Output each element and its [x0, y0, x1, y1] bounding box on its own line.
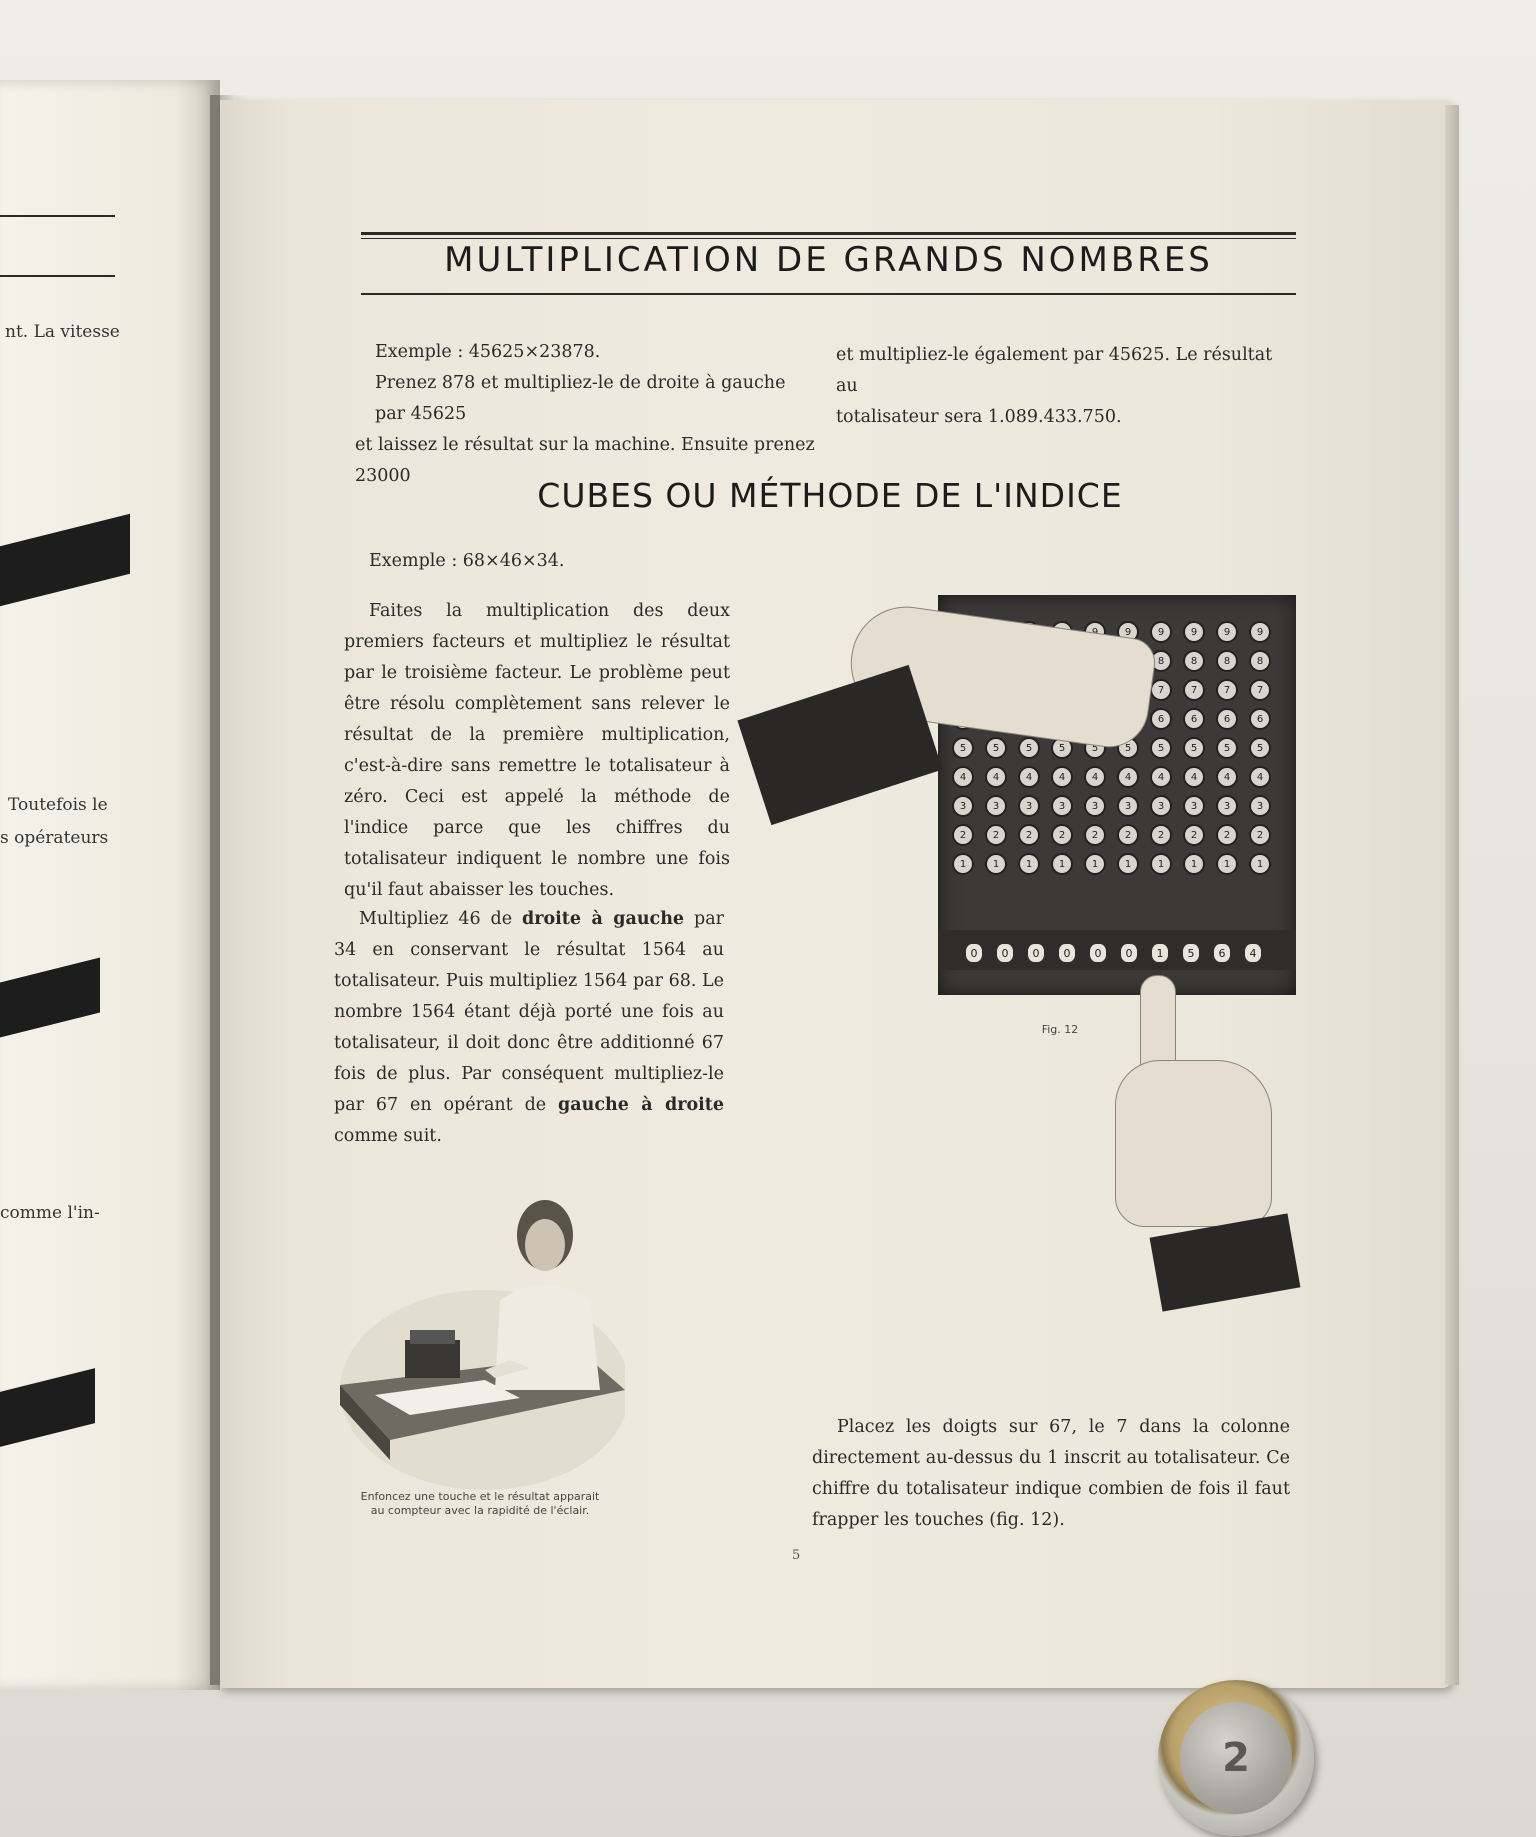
calc-key: 2	[985, 824, 1007, 846]
page-title: MULTIPLICATION DE GRANDS NOMBRES	[444, 240, 1213, 280]
paragraph-placez: Placez les doigts sur 67, le 7 dans la colonne directement au-dessus du 1 inscrit au totalisateur. Ce chiffre du totalisateur indique combien de fois il faut frapper les touches (fig. 12).	[812, 1417, 1290, 1530]
calc-key: 1	[1018, 853, 1040, 875]
section1-column1	[355, 337, 815, 492]
calc-key: 6	[1183, 708, 1205, 730]
para2-d: gauche à droite	[558, 1095, 724, 1115]
title-rule-bottom	[361, 293, 1296, 295]
photo-caption-line1: Enfoncez une touche et le résultat apparait	[360, 1490, 600, 1503]
calc-key: 9	[1216, 621, 1238, 643]
calc-key: 3	[1084, 795, 1106, 817]
calc-key: 9	[1117, 621, 1139, 643]
totalizer-bar	[938, 930, 1296, 970]
calc-key: 4	[1150, 766, 1172, 788]
left-rule-top	[0, 215, 115, 217]
totalizer-digit: 6	[1214, 944, 1230, 962]
section1-line2: Prenez 878 et multipliez-le de droite à gauche par 45625	[375, 373, 786, 424]
calc-key: 5	[1018, 737, 1040, 759]
calc-key: 6	[1249, 708, 1271, 730]
calc-key: 4	[985, 766, 1007, 788]
calc-key: 1	[1249, 853, 1271, 875]
calc-key: 3	[1216, 795, 1238, 817]
figure-caption: Fig. 12	[1041, 1023, 1079, 1036]
photo-caption	[330, 1490, 630, 1518]
calc-key: 3	[1150, 795, 1172, 817]
calc-key: 3	[1051, 795, 1073, 817]
calc-key: 6	[1216, 708, 1238, 730]
section1-line3: et laissez le résultat sur la machine. Ensuite prenez 23000	[355, 435, 815, 486]
woman-at-calculator-photo	[335, 1190, 625, 1490]
calc-key: 1	[1084, 853, 1106, 875]
calc-key: 7	[1216, 679, 1238, 701]
calc-key: 3	[1249, 795, 1271, 817]
totalizer-digit: 0	[997, 944, 1013, 962]
calc-key: 2	[1216, 824, 1238, 846]
calc-key: 3	[985, 795, 1007, 817]
calc-key: 1	[1150, 853, 1172, 875]
calc-key: 2	[1117, 824, 1139, 846]
left-fragment-1: nt. La vitesse	[5, 322, 120, 342]
left-fragment-3: s opérateurs	[0, 828, 109, 848]
totalizer-digit: 0	[1121, 944, 1137, 962]
para2-e: comme suit.	[334, 1126, 442, 1146]
calc-key: 1	[1117, 853, 1139, 875]
calc-key: 2	[1084, 824, 1106, 846]
calc-key: 7	[1183, 679, 1205, 701]
totalizer-digit: 0	[1059, 944, 1075, 962]
totalizer-digit: 5	[1183, 944, 1199, 962]
calc-key: 5	[1183, 737, 1205, 759]
calc-key: 5	[1249, 737, 1271, 759]
calc-key: 6	[1150, 708, 1172, 730]
totalizer-digit: 4	[1245, 944, 1261, 962]
calc-key: 2	[1249, 824, 1271, 846]
calc-key: 2	[952, 824, 974, 846]
left-page	[0, 80, 220, 1690]
left-hand-cuff-1	[0, 514, 130, 606]
calc-key: 1	[1216, 853, 1238, 875]
calc-key: 5	[985, 737, 1007, 759]
page-number: 5	[792, 1548, 801, 1563]
calc-key: 8	[1183, 650, 1205, 672]
two-euro-coin	[1158, 1680, 1314, 1836]
calc-key: 3	[1183, 795, 1205, 817]
paragraph-indice: Faites la multiplication des deux premiers facteurs et multipliez le résultat par le troisième facteur. Le problème peut être résolu complètement sans relever le résultat de la première multiplication, c'est-à-dire sans remettre le totalisateur à zéro. Ceci est appelé la méthode de l'indice parce que les chiffres du totalisateur indiquent le nombre une fois qu'il faut abaisser les touches.	[344, 601, 730, 900]
totalizer-digit: 0	[966, 944, 982, 962]
section1-column2	[836, 340, 1296, 433]
calc-key: 5	[1216, 737, 1238, 759]
left-rule-bottom	[0, 275, 115, 277]
left-hand-cuff-2	[0, 958, 100, 1038]
left-fragment-4: comme l'in-	[0, 1203, 100, 1223]
calc-key: 5	[1051, 737, 1073, 759]
totalizer-digit: 0	[1090, 944, 1106, 962]
calc-key: 1	[1183, 853, 1205, 875]
para2-b: droite à gauche	[522, 909, 685, 929]
calc-key: 3	[952, 795, 974, 817]
section-subtitle: CUBES OU MÉTHODE DE L'INDICE	[537, 476, 1123, 515]
calc-key: 4	[952, 766, 974, 788]
calc-key: 9	[1150, 621, 1172, 643]
calc-key: 1	[952, 853, 974, 875]
calc-key: 5	[1084, 737, 1106, 759]
calc-key: 9	[1183, 621, 1205, 643]
paragraph-multiply	[334, 904, 724, 1152]
calc-key: 4	[1216, 766, 1238, 788]
calc-key: 3	[1018, 795, 1040, 817]
calc-key: 7	[1249, 679, 1271, 701]
calc-key: 4	[1117, 766, 1139, 788]
totalizer-digit: 1	[1152, 944, 1168, 962]
calc-key: 4	[1018, 766, 1040, 788]
title-rule-top-thin	[361, 238, 1296, 239]
para2-c: par 34 en conservant le résultat 1564 au totalisateur. Puis multipliez 1564 par 68. Le nombre 1564 étant déjà porté une fois au totalisateur, il doit donc être additionné 67 fois de plus. Par conséquent multipliez-le par 67 en opérant de	[334, 909, 724, 1115]
example1: Exemple : 45625×23878.	[375, 342, 601, 362]
calc-key: 7	[1150, 679, 1172, 701]
calc-key: 2	[1051, 824, 1073, 846]
calc-key: 9	[1249, 621, 1271, 643]
section1-col2-line2: totalisateur sera 1.089.433.750.	[836, 407, 1122, 427]
calc-key: 8	[1150, 650, 1172, 672]
photo-caption-line2: au compteur avec la rapidité de l'éclair.	[370, 1504, 590, 1517]
coin-face: 2	[1180, 1702, 1292, 1814]
calc-key: 4	[1051, 766, 1073, 788]
lower-hand	[1115, 1060, 1272, 1227]
calc-key: 4	[1249, 766, 1271, 788]
calc-key: 8	[1249, 650, 1271, 672]
calc-key: 2	[1018, 824, 1040, 846]
calc-key: 1	[1051, 853, 1073, 875]
calc-key: 2	[1183, 824, 1205, 846]
calc-key: 5	[1150, 737, 1172, 759]
calc-key: 4	[1183, 766, 1205, 788]
page-edge	[1445, 105, 1459, 1685]
calc-key: 5	[1117, 737, 1139, 759]
para2-a: Multipliez 46 de	[359, 909, 522, 929]
title-rule-top	[361, 232, 1296, 235]
calc-key: 4	[1084, 766, 1106, 788]
section1-col2-line1: et multipliez-le également par 45625. Le résultat au	[836, 345, 1273, 396]
calc-key: 2	[1150, 824, 1172, 846]
calc-key: 5	[952, 737, 974, 759]
totalizer-digit: 0	[1028, 944, 1044, 962]
calc-key: 8	[1216, 650, 1238, 672]
calc-key: 1	[985, 853, 1007, 875]
example2: Exemple : 68×46×34.	[369, 551, 565, 571]
calc-key: 3	[1117, 795, 1139, 817]
left-hand-cuff-3	[0, 1368, 95, 1447]
left-fragment-2: Toutefois le	[8, 795, 108, 815]
